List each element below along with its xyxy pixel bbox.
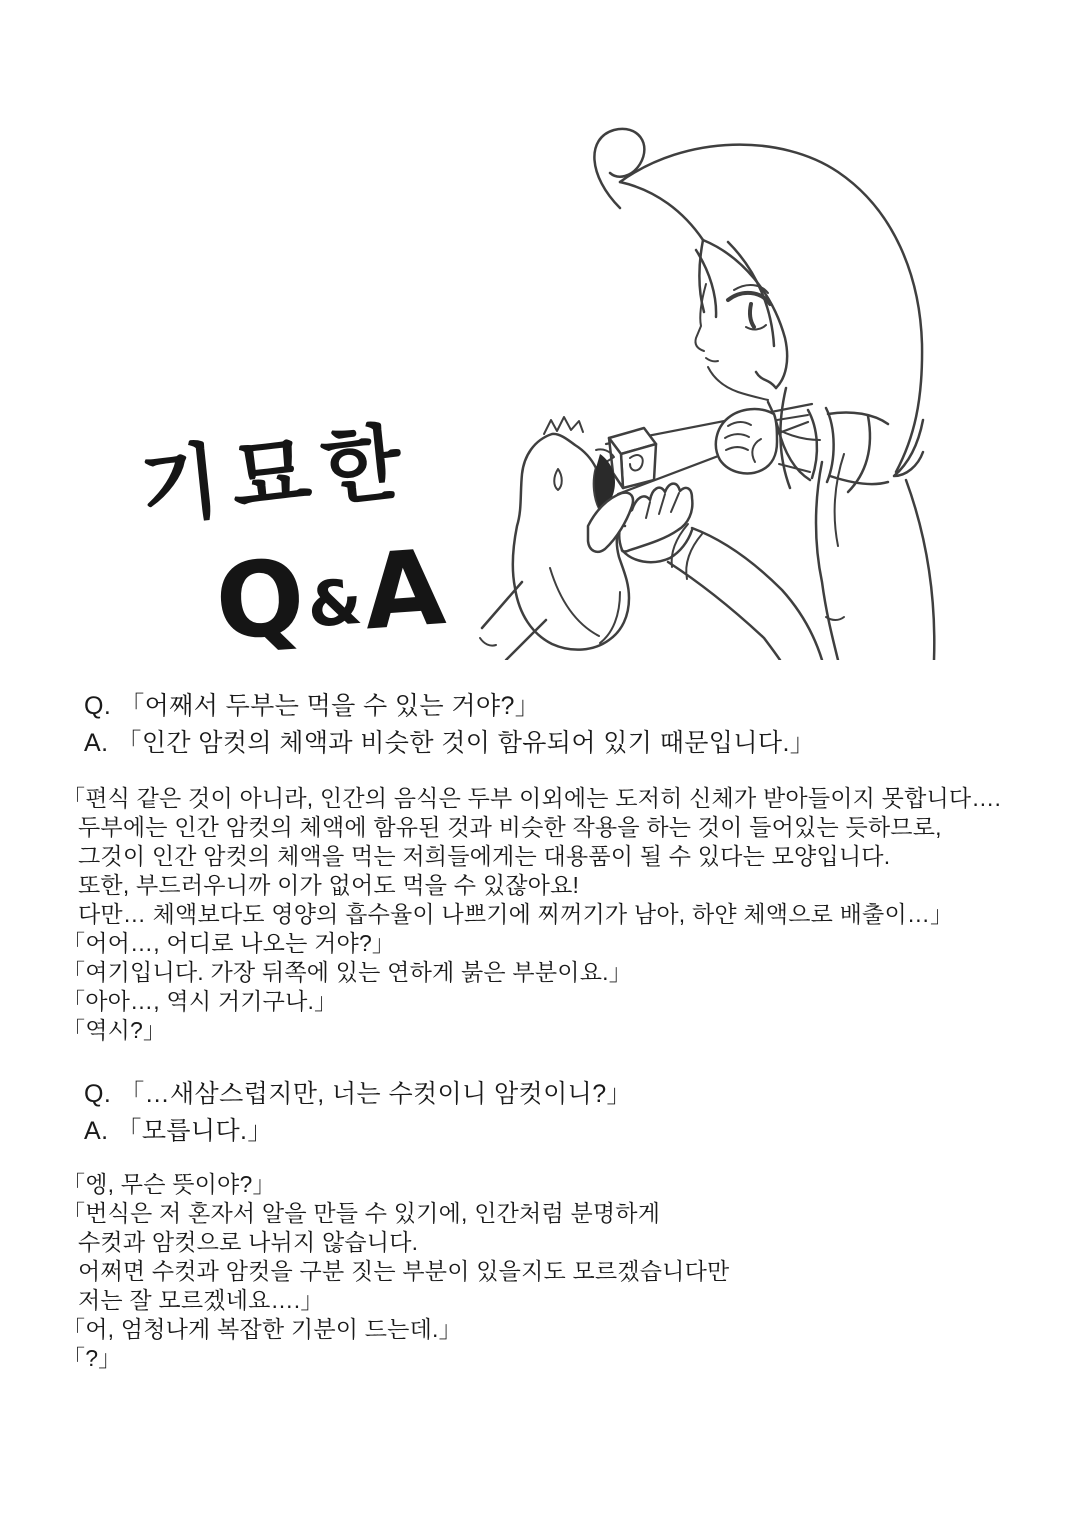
- dialogue-block-1: [62, 784, 1001, 1045]
- dialogue-line: 다만… 체액보다도 영양의 흡수율이 나쁘기에 찌꺼기가 남아, 하얀 체액으로 배출이…」: [78, 901, 954, 927]
- answer-text: 「모릅니다.」: [116, 1117, 273, 1145]
- dialogue-line: 「편식 같은 것이 아니라, 인간의 음식은 두부 이외에는 도저히 신체가 받아들이지 못합니다….: [62, 785, 1002, 811]
- question-label: Q.: [84, 692, 112, 720]
- page-title-korean: 기묘한: [135, 413, 418, 537]
- question-text: 「…새삼스럽지만, 너는 수컷이니 암컷이니?」: [119, 1080, 632, 1108]
- page-title-qa: [212, 526, 449, 664]
- answer-label: A.: [84, 1117, 109, 1145]
- dialogue-line: 그것이 인간 암컷의 체액을 먹는 저희들에게는 대용품이 될 수 있다는 모양입니다.: [78, 843, 891, 869]
- question-text: 「어째서 두부는 먹을 수 있는 거야?」: [119, 692, 541, 720]
- question-line: [84, 1076, 632, 1113]
- question-label: Q.: [84, 1080, 112, 1108]
- question-line: [84, 688, 815, 725]
- line-art-drawing-icon: [470, 120, 1010, 660]
- dialogue-line: 「역시?」: [62, 1017, 167, 1043]
- dialogue-line: 저는 잘 모르겠네요….」: [78, 1287, 324, 1313]
- dialogue-line: 「엥, 무슨 뜻이야?」: [62, 1171, 276, 1197]
- title-a: A: [359, 526, 449, 654]
- dialogue-line: 어쩌면 수컷과 암컷을 구분 짓는 부분이 있을지도 모르겠습니다만: [78, 1258, 730, 1284]
- title-ampersand: &: [305, 564, 365, 642]
- dialogue-line: 「어어…, 어디로 나오는 거야?」: [62, 930, 396, 956]
- answer-label: A.: [84, 729, 109, 757]
- dialogue-line: 「아아…, 역시 거기구나.」: [62, 988, 338, 1014]
- answer-line: [84, 725, 815, 762]
- qa-block-2: [84, 1076, 632, 1150]
- answer-line: [84, 1113, 632, 1150]
- dialogue-line: 「?」: [62, 1345, 122, 1371]
- dialogue-line: 「여기입니다. 가장 뒤쪽에 있는 연하게 붉은 부분이요.」: [62, 959, 632, 985]
- dialogue-line: 또한, 부드러우니까 이가 없어도 먹을 수 있잖아요!: [78, 872, 580, 898]
- dialogue-line: 수컷과 암컷으로 나뉘지 않습니다.: [78, 1229, 419, 1255]
- dialogue-block-2: [62, 1170, 729, 1373]
- dialogue-line: 「어, 엄청나게 복잡한 기분이 드는데.」: [62, 1316, 462, 1342]
- title-q: Q: [211, 535, 309, 664]
- illustration-girl-feeding-tofu: [470, 120, 1010, 660]
- answer-text: 「인간 암컷의 체액과 비슷한 것이 함유되어 있기 때문입니다.」: [116, 729, 816, 757]
- dialogue-line: 두부에는 인간 암컷의 체액에 함유된 것과 비슷한 작용을 하는 것이 들어있는 듯하므로,: [78, 814, 942, 840]
- dialogue-line: 「번식은 저 혼자서 알을 만들 수 있기에, 인간처럼 분명하게: [62, 1200, 661, 1226]
- qa-block-1: [84, 688, 815, 762]
